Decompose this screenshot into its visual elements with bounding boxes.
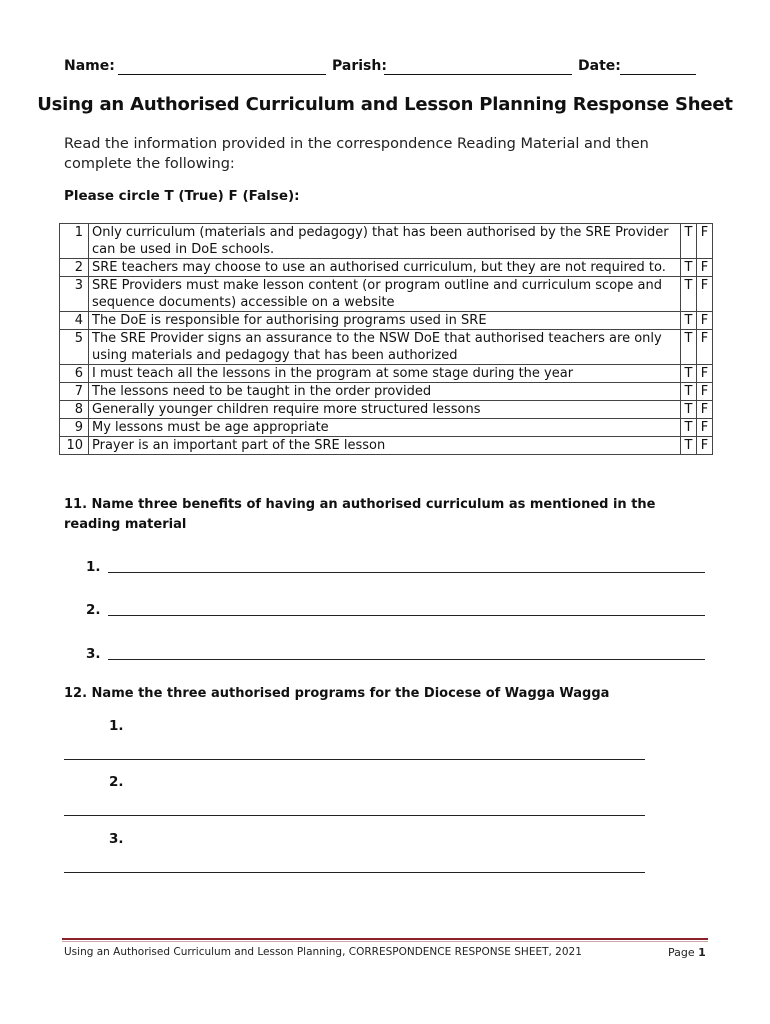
instruction-text: Please circle T (True) F (False): xyxy=(64,188,300,204)
parish-field-line[interactable] xyxy=(384,74,572,75)
date-field-line[interactable] xyxy=(620,74,696,75)
question-12: 12. Name the three authorised programs for the Diocese of Wagga Wagga xyxy=(64,686,610,701)
statement-text: My lessons must be age appropriate xyxy=(89,419,681,437)
statement-text: SRE Providers must make lesson content (or program outline and curriculum scope and sequence documents) accessible on a website xyxy=(89,277,681,312)
statement-number: 3 xyxy=(60,277,89,312)
statement-row xyxy=(60,383,713,401)
true-option[interactable]: T xyxy=(681,312,697,330)
statement-text: SRE teachers may choose to use an authorised curriculum, but they are not required to. xyxy=(89,259,681,277)
true-false-table xyxy=(59,223,713,455)
q12-answer-line[interactable] xyxy=(64,872,645,873)
true-option[interactable]: T xyxy=(681,365,697,383)
statement-text: The lessons need to be taught in the order provided xyxy=(89,383,681,401)
page-title: Using an Authorised Curriculum and Lesson Planning Response Sheet xyxy=(37,94,733,115)
statement-number: 2 xyxy=(60,259,89,277)
false-option[interactable]: F xyxy=(697,224,713,259)
q11-answer-number: 2. xyxy=(86,602,101,618)
intro-text: Read the information provided in the correspondence Reading Material and then complete the following: xyxy=(64,136,649,172)
true-option[interactable]: T xyxy=(681,419,697,437)
q12-answer-number: 2. xyxy=(109,774,124,790)
false-option[interactable]: F xyxy=(697,330,713,365)
date-label: Date: xyxy=(578,58,621,74)
q11-answer-line[interactable] xyxy=(108,615,705,616)
page-number xyxy=(668,946,706,959)
statement-row xyxy=(60,401,713,419)
true-option[interactable]: T xyxy=(681,437,697,455)
page-number-value: 1 xyxy=(698,946,706,959)
q11-answer-line[interactable] xyxy=(108,572,705,573)
statement-text: Prayer is an important part of the SRE lesson xyxy=(89,437,681,455)
statement-number: 5 xyxy=(60,330,89,365)
statement-row xyxy=(60,365,713,383)
q12-answer-line[interactable] xyxy=(64,759,645,760)
statement-row xyxy=(60,330,713,365)
statement-number: 4 xyxy=(60,312,89,330)
q12-answer-number: 3. xyxy=(109,831,124,847)
q11-answer-line[interactable] xyxy=(108,659,705,660)
q11-answer-number: 3. xyxy=(86,646,101,662)
false-option[interactable]: F xyxy=(697,259,713,277)
false-option[interactable]: F xyxy=(697,277,713,312)
false-option[interactable]: F xyxy=(697,312,713,330)
statement-number: 9 xyxy=(60,419,89,437)
statement-number: 8 xyxy=(60,401,89,419)
statement-row xyxy=(60,312,713,330)
true-option[interactable]: T xyxy=(681,330,697,365)
false-option[interactable]: F xyxy=(697,401,713,419)
header-fields xyxy=(64,58,704,78)
true-option[interactable]: T xyxy=(681,401,697,419)
statement-text: The SRE Provider signs an assurance to the NSW DoE that authorised teachers are only using materials and pedagogy that has been authorized xyxy=(89,330,681,365)
true-option[interactable]: T xyxy=(681,224,697,259)
false-option[interactable]: F xyxy=(697,419,713,437)
footer-rule xyxy=(62,938,708,940)
false-option[interactable]: F xyxy=(697,365,713,383)
statement-text: I must teach all the lessons in the program at some stage during the year xyxy=(89,365,681,383)
question-11: 11. Name three benefits of having an authorised curriculum as mentioned in the reading material xyxy=(64,497,656,532)
name-label: Name: xyxy=(64,58,115,74)
true-option[interactable]: T xyxy=(681,259,697,277)
statement-row xyxy=(60,437,713,455)
footer-rule-light xyxy=(62,941,708,942)
statement-text: Generally younger children require more structured lessons xyxy=(89,401,681,419)
page-label: Page xyxy=(668,946,699,959)
q12-answer-line[interactable] xyxy=(64,815,645,816)
false-option[interactable]: F xyxy=(697,383,713,401)
true-option[interactable]: T xyxy=(681,383,697,401)
true-option[interactable]: T xyxy=(681,277,697,312)
statement-row xyxy=(60,277,713,312)
statement-row xyxy=(60,224,713,259)
statement-number: 6 xyxy=(60,365,89,383)
footer-text: Using an Authorised Curriculum and Lesson Planning, CORRESPONDENCE RESPONSE SHEET, 2021 xyxy=(64,946,582,958)
statement-number: 7 xyxy=(60,383,89,401)
statement-text: The DoE is responsible for authorising programs used in SRE xyxy=(89,312,681,330)
q12-answer-number: 1. xyxy=(109,718,124,734)
statement-text: Only curriculum (materials and pedagogy) that has been authorised by the SRE Provider can be used in DoE schools. xyxy=(89,224,681,259)
statement-number: 10 xyxy=(60,437,89,455)
false-option[interactable]: F xyxy=(697,437,713,455)
statement-row xyxy=(60,259,713,277)
statement-row xyxy=(60,419,713,437)
parish-label: Parish: xyxy=(332,58,387,74)
statement-number: 1 xyxy=(60,224,89,259)
name-field-line[interactable] xyxy=(118,74,326,75)
q11-answer-number: 1. xyxy=(86,559,101,575)
